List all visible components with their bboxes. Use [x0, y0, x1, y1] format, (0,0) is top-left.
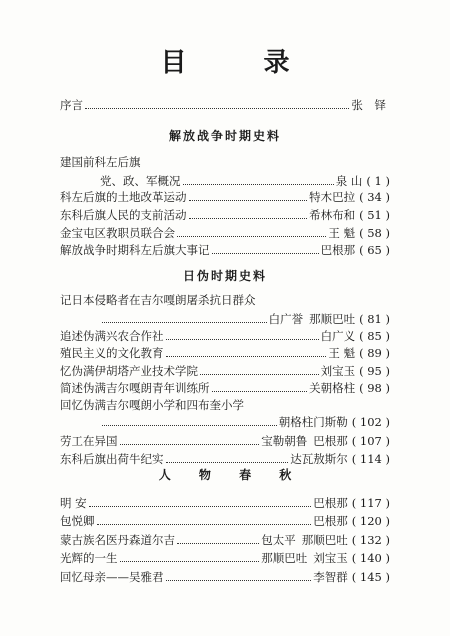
section-heading: 人 物 春 秋	[158, 468, 304, 482]
entry-author: 特木巴拉	[309, 190, 356, 204]
entry-page: ( 85 )	[359, 329, 390, 343]
entry-title: 金宝屯区教职员联合会	[60, 226, 175, 240]
entry-author: 王 魁	[328, 226, 356, 240]
toc-entry	[60, 451, 390, 467]
entry-author: 希林布和	[309, 208, 356, 222]
entry-title: 序言	[60, 98, 83, 112]
entry-author: 巴根那	[313, 514, 348, 528]
dot-leader	[183, 184, 334, 185]
entry-author: 巴根那	[313, 496, 348, 510]
toc-entry	[60, 513, 390, 529]
entry-page: ( 51 )	[359, 208, 390, 222]
toc-entry	[100, 414, 390, 430]
entry-title: 蒙古族名医丹森道尔吉	[60, 533, 175, 547]
dot-leader	[97, 524, 312, 525]
dot-leader	[212, 391, 308, 392]
toc-entry	[100, 311, 390, 327]
entry-coauthor: 白广誉	[268, 312, 304, 326]
toc-entry-preface	[60, 97, 390, 113]
entry-author: 王 魁	[328, 346, 356, 360]
entry-page: ( 114 )	[351, 452, 390, 466]
entry-page: ( 81 )	[359, 312, 390, 326]
entry-coauthor: 包太平	[261, 533, 296, 547]
toc-entry	[60, 433, 390, 449]
entry-page: ( 89 )	[359, 346, 390, 360]
entry-title: 简述伪满吉尔嘎朗青年训练所	[60, 381, 210, 395]
entry-title: 明 安	[60, 496, 87, 510]
entry-coauthor: 那顺巴吐	[261, 551, 308, 565]
entry-title: 科左后旗的土地改革运动	[60, 190, 187, 204]
dot-leader	[166, 356, 327, 357]
entry-author: 巴根那	[320, 243, 356, 257]
dot-leader	[177, 236, 326, 237]
entry-title: 解放战争时期科左后旗大事记	[60, 243, 210, 257]
dot-leader	[85, 108, 349, 109]
toc-entry	[60, 189, 390, 205]
entry-author: 那顺巴吐	[309, 312, 356, 326]
toc-entry-heading: 记日本侵略者在吉尔嘎朗屠杀抗日群众	[60, 293, 256, 307]
dot-leader	[102, 322, 267, 323]
entry-title: 殖民主义的文化教育	[60, 346, 164, 360]
dot-leader	[166, 339, 319, 340]
entry-author: 巴根那	[313, 434, 348, 448]
entry-author: 白广义	[320, 329, 356, 343]
toc-entry	[60, 328, 390, 344]
entry-title: 包悦卿	[60, 514, 95, 528]
toc-entry	[60, 363, 390, 379]
entry-author: 刘宝玉	[320, 364, 356, 378]
dot-leader	[120, 444, 260, 445]
entry-title: 追述伪满兴农合作社	[60, 329, 164, 343]
dot-leader	[189, 218, 308, 219]
entry-page: ( 65 )	[359, 243, 390, 257]
entry-title: 回忆母亲——吴雅君	[60, 570, 164, 584]
entry-title: 忆伪满伊胡塔产业技术学院	[60, 364, 198, 378]
section-heading: 解放战争时期史料	[168, 129, 281, 143]
dot-leader	[166, 462, 289, 463]
dot-leader	[189, 200, 308, 201]
toc-entry	[60, 225, 390, 241]
entry-coauthor: 宝勒朝鲁	[261, 434, 308, 448]
entry-title: 东科后旗出荷牛纪实	[60, 452, 164, 466]
entry-page: ( 98 )	[359, 381, 390, 395]
toc-entry	[60, 207, 390, 223]
entry-page: ( 58 )	[359, 226, 390, 240]
toc-entry	[60, 345, 390, 361]
page-title: 目 录	[160, 48, 324, 78]
dot-leader	[212, 253, 319, 254]
entry-title: 光辉的一生	[60, 551, 118, 565]
entry-page: ( 132 )	[351, 533, 390, 547]
entry-title: 东科后旗人民的支前活动	[60, 208, 187, 222]
entry-author: 那顺巴吐	[301, 533, 348, 547]
entry-page: ( 145 )	[351, 570, 390, 584]
dot-leader	[166, 580, 312, 581]
toc-entry	[60, 550, 390, 566]
entry-author: 朝格柱门斯勒	[278, 415, 348, 429]
entry-author: 李智群	[313, 570, 348, 584]
entry-page: ( 117 )	[351, 496, 390, 510]
toc-entry	[60, 569, 390, 585]
toc-entry	[60, 532, 390, 548]
dot-leader	[102, 425, 277, 426]
entry-page: ( 95 )	[359, 364, 390, 378]
toc-entry-heading: 回忆伪满吉尔嘎朗小学和四布奎小学	[60, 398, 244, 412]
dot-leader	[177, 543, 259, 544]
dot-leader	[120, 561, 260, 562]
toc-entry	[60, 495, 390, 511]
toc-entry	[100, 173, 390, 189]
dot-leader	[89, 506, 312, 507]
toc-entry	[60, 380, 390, 396]
entry-page: ( 140 )	[351, 551, 390, 565]
dot-leader	[200, 374, 319, 375]
entry-title: 党、政、军概况	[100, 174, 181, 188]
toc-entry	[60, 242, 390, 258]
entry-page: ( 102 )	[351, 415, 390, 429]
entry-page: ( 107 )	[351, 434, 390, 448]
entry-author: 刘宝玉	[313, 551, 348, 565]
section-heading: 日伪时期史料	[182, 269, 267, 283]
entry-author: 泉 山	[335, 174, 363, 188]
entry-page: ( 34 )	[359, 190, 390, 204]
entry-page: ( 120 )	[351, 514, 390, 528]
entry-page: ( 1 )	[366, 174, 390, 188]
entry-author: 张 铎	[351, 98, 390, 112]
entry-author: 达瓦敖斯尔	[290, 452, 348, 466]
entry-title: 劳工在异国	[60, 434, 118, 448]
entry-author: 关朝格柱	[309, 381, 356, 395]
toc-entry-heading: 建国前科左后旗	[60, 155, 141, 169]
